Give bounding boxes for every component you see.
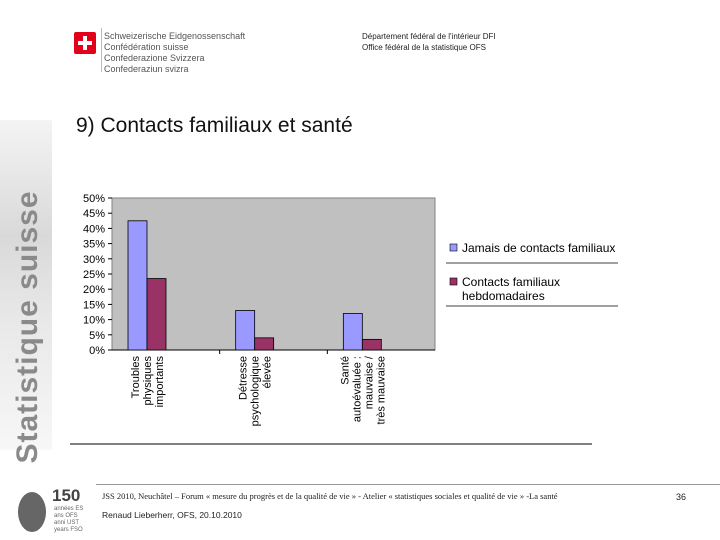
category-label-0: Troubles — [130, 356, 142, 399]
y-tick-label: 40% — [82, 223, 105, 236]
y-tick-label: 20% — [82, 284, 105, 297]
ofs-logo-icon — [18, 492, 46, 532]
bar-jamais-1 — [236, 310, 255, 350]
department-line: Département fédéral de l'intérieur DFI — [362, 32, 496, 41]
category-label-2: autoévaluée : — [351, 356, 364, 423]
category-label-2: Santé — [339, 356, 352, 385]
y-tick-label: 5% — [89, 329, 105, 342]
confederation-line-3: Confederazione Svizzera — [104, 53, 205, 63]
legend-label-hebdomadaires: Contacts familiaux hebdomadaires — [462, 275, 561, 303]
logo-sub-line: ans OFS — [54, 513, 78, 519]
footer-event-text: JSS 2010, Neuchâtel – Forum « mesure du progrès et de la qualité de vie » - Atelier « statistiques sociales et qualité de vie » -La santé — [102, 491, 558, 501]
category-label-0: importants — [154, 356, 166, 408]
y-tick-label: 50% — [82, 193, 105, 205]
y-tick-label: 0% — [89, 345, 105, 357]
confederation-line-2: Confédération suisse — [104, 42, 189, 52]
logo-sub-line: years FSO — [54, 527, 83, 533]
y-tick-label: 45% — [82, 208, 105, 221]
footer-rule — [96, 484, 720, 485]
bar-jamais-0 — [128, 221, 147, 350]
y-tick-label: 30% — [82, 253, 105, 266]
y-tick-label: 25% — [82, 269, 105, 281]
bar-jamais-2 — [343, 314, 362, 350]
legend-label-jamais: Jamais de contacts familiaux — [462, 241, 616, 255]
swiss-flag-icon — [74, 32, 96, 54]
bar-chart — [70, 186, 626, 446]
slide-title: 9) Contacts familiaux et santé — [76, 114, 353, 137]
confederation-line-4: Confederaziun svizra — [104, 64, 189, 74]
category-label-2: très mauvaise — [375, 356, 388, 425]
y-tick-label: 15% — [82, 299, 105, 312]
bar-hebdomadaires-2 — [362, 339, 381, 350]
header-divider — [101, 28, 102, 72]
logo-150-label: 150 — [52, 486, 81, 505]
confederation-line-1: Schweizerische Eidgenossenschaft — [104, 31, 246, 41]
statistique-suisse-vertical-label: Statistique suisse — [11, 190, 44, 464]
logo-sub-line: anni UST — [54, 520, 80, 526]
logo-sublabel — [54, 506, 94, 534]
category-label-2: mauvaise / — [363, 356, 376, 410]
legend-swatch-hebdomadaires — [450, 278, 457, 285]
legend-swatch-jamais — [450, 244, 457, 251]
logo-sub-line: années ES — [54, 506, 84, 512]
y-tick-label: 35% — [82, 238, 105, 251]
category-label-1: élevée — [261, 356, 274, 389]
office-line: Office fédéral de la statistique OFS — [362, 43, 486, 52]
y-tick-label: 10% — [82, 314, 105, 327]
bar-hebdomadaires-1 — [255, 338, 274, 350]
category-label-0: physiques — [142, 356, 154, 406]
footer-author: Renaud Lieberherr, OFS, 20.10.2010 — [102, 510, 242, 520]
bar-hebdomadaires-0 — [147, 279, 166, 350]
category-label-1: Détresse — [237, 356, 250, 401]
category-label-1: psychologique — [249, 356, 262, 427]
page-number: 36 — [676, 492, 687, 502]
